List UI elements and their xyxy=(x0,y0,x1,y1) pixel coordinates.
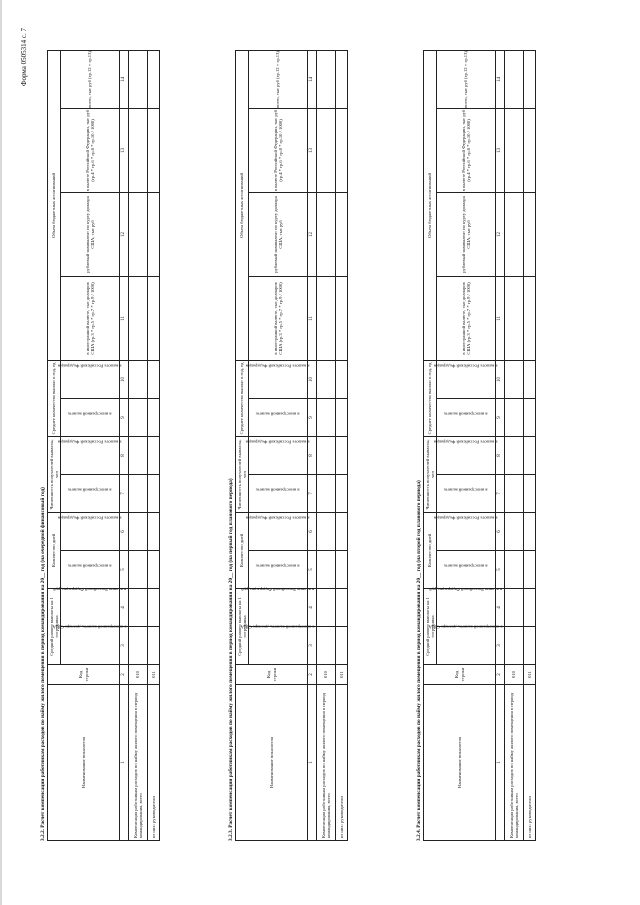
section-block xyxy=(228,51,348,841)
data-cell xyxy=(148,512,160,550)
column-number: 12 xyxy=(120,192,129,276)
table-row xyxy=(129,50,148,840)
data-cell xyxy=(148,50,160,108)
data-cell xyxy=(524,276,536,360)
header-code: Код строки xyxy=(236,665,308,685)
subheader-rf-currency: в валюте Российской Федерации xyxy=(61,436,120,474)
column-number: 7 xyxy=(308,474,317,512)
data-cell xyxy=(336,398,348,436)
subheader-rf-currency: в валюте Российской Федерации xyxy=(437,436,496,474)
subheader-rf-currency: в валюте Российской Федерации xyxy=(437,360,496,398)
table-row xyxy=(505,50,524,840)
data-cell xyxy=(524,474,536,512)
data-cell xyxy=(524,550,536,588)
column-number: 11 xyxy=(120,276,129,360)
row-name: Компенсация работникам расходов по найму жилого помещения в период командирования, всего xyxy=(317,685,336,841)
subheader-rf-currency: в валюте Российской Федерации xyxy=(61,512,120,550)
header-avg-qty: Среднее количество выплат в год, ед xyxy=(424,360,437,436)
subheader-rf-currency: в валюте Российской Федерации xyxy=(61,360,120,398)
data-cell xyxy=(336,360,348,398)
column-number: 3 xyxy=(308,627,317,665)
subheader-rf-currency: в валюте Российской Федерации xyxy=(437,512,496,550)
data-cell xyxy=(317,360,336,398)
column-number: 9 xyxy=(308,398,317,436)
subheader-foreign-usd: в иностранной валюте, долларе США xyxy=(437,627,496,665)
subheader-budget-foreign: в иностранной валюте, тыс долларов США (гр.3 * гр.5 * гр.7 * гр.9 / 1000) xyxy=(437,276,496,360)
column-number: 10 xyxy=(496,360,505,398)
column-number: 1 xyxy=(120,685,129,841)
data-cell xyxy=(524,192,536,276)
data-cell xyxy=(129,50,148,108)
subheader-rf-currency: в валюте Российской Федерации xyxy=(249,436,308,474)
compensation-table xyxy=(423,50,536,841)
subheader-budget-foreign: в иностранной валюте, тыс долларов США (гр.3 * гр.5 * гр.7 * гр.9 / 1000) xyxy=(61,276,120,360)
data-cell xyxy=(336,474,348,512)
column-number: 2 xyxy=(496,665,505,685)
data-cell xyxy=(317,550,336,588)
subheader-budget-total: всего, тыс руб (гр.12 + гр.13) xyxy=(61,50,120,108)
column-number: 13 xyxy=(120,108,129,192)
data-cell xyxy=(336,50,348,108)
data-cell xyxy=(505,398,524,436)
column-number: 13 xyxy=(308,108,317,192)
data-cell xyxy=(148,474,160,512)
column-number: 11 xyxy=(308,276,317,360)
subheader-foreign: в иностранной валюте xyxy=(61,398,120,436)
section-block xyxy=(416,51,536,841)
subheader-foreign: в иностранной валюте xyxy=(249,474,308,512)
data-cell xyxy=(129,588,148,626)
column-number: 6 xyxy=(496,512,505,550)
column-number: 5 xyxy=(308,550,317,588)
header-budget: Объем бюджетных ассигнований xyxy=(424,50,437,360)
subheader-budget-rub-equiv: рублевый эквивалент по курсу доллара США, тыс руб xyxy=(61,192,120,276)
header-avg-size: Средний размер выплаты на 1 сотрудника xyxy=(236,588,249,664)
data-cell xyxy=(505,588,524,626)
data-cell xyxy=(148,627,160,665)
header-avg-qty: Среднее количество выплат в год, ед xyxy=(48,360,61,436)
compensation-table xyxy=(235,50,348,841)
subheader-budget-rub-equiv: рублевый эквивалент по курсу доллара США, тыс руб xyxy=(249,192,308,276)
column-number: 8 xyxy=(120,436,129,474)
subheader-foreign-usd: в иностранной валюте, долларе США xyxy=(61,627,120,665)
data-cell xyxy=(317,398,336,436)
subheader-budget-total: всего, тыс руб (гр.12 + гр.13) xyxy=(249,50,308,108)
row-name: Компенсация работникам расходов по найму жилого помещения в период командирования, всего xyxy=(505,685,524,841)
table-row xyxy=(336,50,348,840)
table-row xyxy=(148,50,160,840)
data-cell xyxy=(524,398,536,436)
section-title: 3.2.2. Расчет компенсации работникам расходов по найму жилого помещения в период командирования на 20__ год (на очередной финансовый год) xyxy=(40,487,46,841)
data-cell xyxy=(336,627,348,665)
data-cell xyxy=(148,276,160,360)
column-number: 12 xyxy=(308,192,317,276)
data-cell xyxy=(129,276,148,360)
row-name: из них: руководители xyxy=(336,685,348,841)
subheader-budget-rub-rf: в валюте Российской Федерации, тыс руб (гр.4 * гр.6 * гр.8 * гр.10 / 1000) xyxy=(437,108,496,192)
data-cell xyxy=(505,474,524,512)
column-number: 6 xyxy=(120,512,129,550)
subheader-rf-currency: в валюте Российской Федерации xyxy=(249,360,308,398)
row-code: 011 xyxy=(524,665,536,685)
data-cell xyxy=(129,360,148,398)
data-cell xyxy=(129,627,148,665)
column-number: 2 xyxy=(308,665,317,685)
table-row xyxy=(317,50,336,840)
column-number: 7 xyxy=(496,474,505,512)
data-cell xyxy=(148,192,160,276)
data-cell xyxy=(148,108,160,192)
subheader-rub-rf: в валюте Российской Федерации, руб xyxy=(437,588,496,626)
column-number: 9 xyxy=(496,398,505,436)
data-cell xyxy=(336,512,348,550)
column-number: 4 xyxy=(308,588,317,626)
data-cell xyxy=(505,360,524,398)
data-cell xyxy=(505,276,524,360)
data-cell xyxy=(524,50,536,108)
data-cell xyxy=(317,627,336,665)
section-title: 3.2.3. Расчет компенсации работникам расходов по найму жилого помещения в период командирования на 20__ год (на первый год планового периода) xyxy=(228,478,234,841)
column-number: 13 xyxy=(496,108,505,192)
header-days: Количество дней xyxy=(48,512,61,588)
data-cell xyxy=(148,436,160,474)
subheader-foreign: в иностранной валюте xyxy=(437,398,496,436)
header-count: Численность получателей выплаты, чел xyxy=(48,436,61,512)
data-cell xyxy=(505,436,524,474)
subheader-foreign: в иностранной валюте xyxy=(61,550,120,588)
section-title: 3.2.4. Расчет компенсации работникам расходов по найму жилого помещения в период командирования на 20__ год (на второй год планового периода) xyxy=(416,480,422,841)
column-number: 1 xyxy=(308,685,317,841)
subheader-foreign: в иностранной валюте xyxy=(61,474,120,512)
subheader-budget-total: всего, тыс руб (гр.12 + гр.13) xyxy=(437,50,496,108)
column-number: 1 xyxy=(496,685,505,841)
data-cell xyxy=(336,436,348,474)
column-number: 8 xyxy=(308,436,317,474)
column-number: 6 xyxy=(308,512,317,550)
data-cell xyxy=(129,398,148,436)
header-budget: Объем бюджетных ассигнований xyxy=(48,50,61,360)
data-cell xyxy=(505,550,524,588)
data-cell xyxy=(129,108,148,192)
column-number: 10 xyxy=(308,360,317,398)
column-number: 3 xyxy=(496,627,505,665)
data-cell xyxy=(505,108,524,192)
form-id: Форма 0505314 с. 7 xyxy=(20,28,28,87)
column-number: 14 xyxy=(308,50,317,108)
subheader-rf-currency: в валюте Российской Федерации xyxy=(249,512,308,550)
row-code: 011 xyxy=(148,665,160,685)
subheader-budget-rub-equiv: рублевый эквивалент по курсу доллара США, тыс руб xyxy=(437,192,496,276)
column-number: 4 xyxy=(496,588,505,626)
data-cell xyxy=(336,276,348,360)
header-count: Численность получателей выплаты, чел xyxy=(424,436,437,512)
column-number: 9 xyxy=(120,398,129,436)
compensation-table xyxy=(47,50,160,841)
data-cell xyxy=(148,588,160,626)
data-cell xyxy=(505,192,524,276)
column-number: 12 xyxy=(496,192,505,276)
header-code: Код строки xyxy=(48,665,120,685)
row-name: Компенсация работникам расходов по найму жилого помещения в период командирования, всего xyxy=(129,685,148,841)
column-number: 10 xyxy=(120,360,129,398)
data-cell xyxy=(317,108,336,192)
header-avg-size: Средний размер выплаты на 1 сотрудника xyxy=(424,588,437,664)
column-number: 5 xyxy=(496,550,505,588)
column-number: 5 xyxy=(120,550,129,588)
column-number: 8 xyxy=(496,436,505,474)
data-cell xyxy=(524,108,536,192)
column-number: 4 xyxy=(120,588,129,626)
data-cell xyxy=(129,512,148,550)
subheader-foreign-usd: в иностранной валюте, долларе США xyxy=(249,627,308,665)
data-cell xyxy=(148,550,160,588)
header-days: Количество дней xyxy=(236,512,249,588)
header-name: Наименование показателя xyxy=(48,685,120,841)
row-code: 010 xyxy=(505,665,524,685)
column-number: 11 xyxy=(496,276,505,360)
data-cell xyxy=(505,50,524,108)
data-cell xyxy=(524,512,536,550)
data-cell xyxy=(524,627,536,665)
data-cell xyxy=(336,588,348,626)
row-code: 011 xyxy=(336,665,348,685)
data-cell xyxy=(505,512,524,550)
data-cell xyxy=(129,474,148,512)
subheader-budget-rub-rf: в валюте Российской Федерации, тыс руб (гр.4 * гр.6 * гр.8 * гр.10 / 1000) xyxy=(61,108,120,192)
column-number: 7 xyxy=(120,474,129,512)
data-cell xyxy=(317,512,336,550)
header-code: Код строки xyxy=(424,665,496,685)
subheader-rub-rf: в валюте Российской Федерации, руб xyxy=(61,588,120,626)
data-cell xyxy=(524,588,536,626)
header-name: Наименование показателя xyxy=(236,685,308,841)
data-cell xyxy=(317,192,336,276)
data-cell xyxy=(317,276,336,360)
data-cell xyxy=(317,474,336,512)
table-row xyxy=(524,50,536,840)
subheader-foreign: в иностранной валюте xyxy=(437,474,496,512)
data-cell xyxy=(148,398,160,436)
row-code: 010 xyxy=(317,665,336,685)
data-cell xyxy=(129,192,148,276)
column-number: 3 xyxy=(120,627,129,665)
row-code: 010 xyxy=(129,665,148,685)
header-name: Наименование показателя xyxy=(424,685,496,841)
data-cell xyxy=(505,627,524,665)
column-number: 14 xyxy=(120,50,129,108)
header-budget: Объем бюджетных ассигнований xyxy=(236,50,249,360)
header-count: Численность получателей выплаты, чел xyxy=(236,436,249,512)
row-name: из них: руководители xyxy=(524,685,536,841)
data-cell xyxy=(524,436,536,474)
column-number: 14 xyxy=(496,50,505,108)
section-block xyxy=(40,51,160,841)
data-cell xyxy=(317,588,336,626)
data-cell xyxy=(129,550,148,588)
data-cell xyxy=(336,550,348,588)
data-cell xyxy=(524,360,536,398)
data-cell xyxy=(317,50,336,108)
subheader-rub-rf: в валюте Российской Федерации, руб xyxy=(249,588,308,626)
data-cell xyxy=(336,108,348,192)
header-days: Количество дней xyxy=(424,512,437,588)
column-number: 2 xyxy=(120,665,129,685)
data-cell xyxy=(148,360,160,398)
subheader-budget-rub-rf: в валюте Российской Федерации, тыс руб (гр.4 * гр.6 * гр.8 * гр.10 / 1000) xyxy=(249,108,308,192)
data-cell xyxy=(317,436,336,474)
subheader-foreign: в иностранной валюте xyxy=(249,398,308,436)
header-avg-size: Средний размер выплаты на 1 сотрудника xyxy=(48,588,61,664)
data-cell xyxy=(336,192,348,276)
subheader-foreign: в иностранной валюте xyxy=(249,550,308,588)
subheader-foreign: в иностранной валюте xyxy=(437,550,496,588)
header-avg-qty: Среднее количество выплат в год, ед xyxy=(236,360,249,436)
data-cell xyxy=(129,436,148,474)
row-name: из них: руководители xyxy=(148,685,160,841)
subheader-budget-foreign: в иностранной валюте, тыс долларов США (гр.3 * гр.5 * гр.7 * гр.9 / 1000) xyxy=(249,276,308,360)
